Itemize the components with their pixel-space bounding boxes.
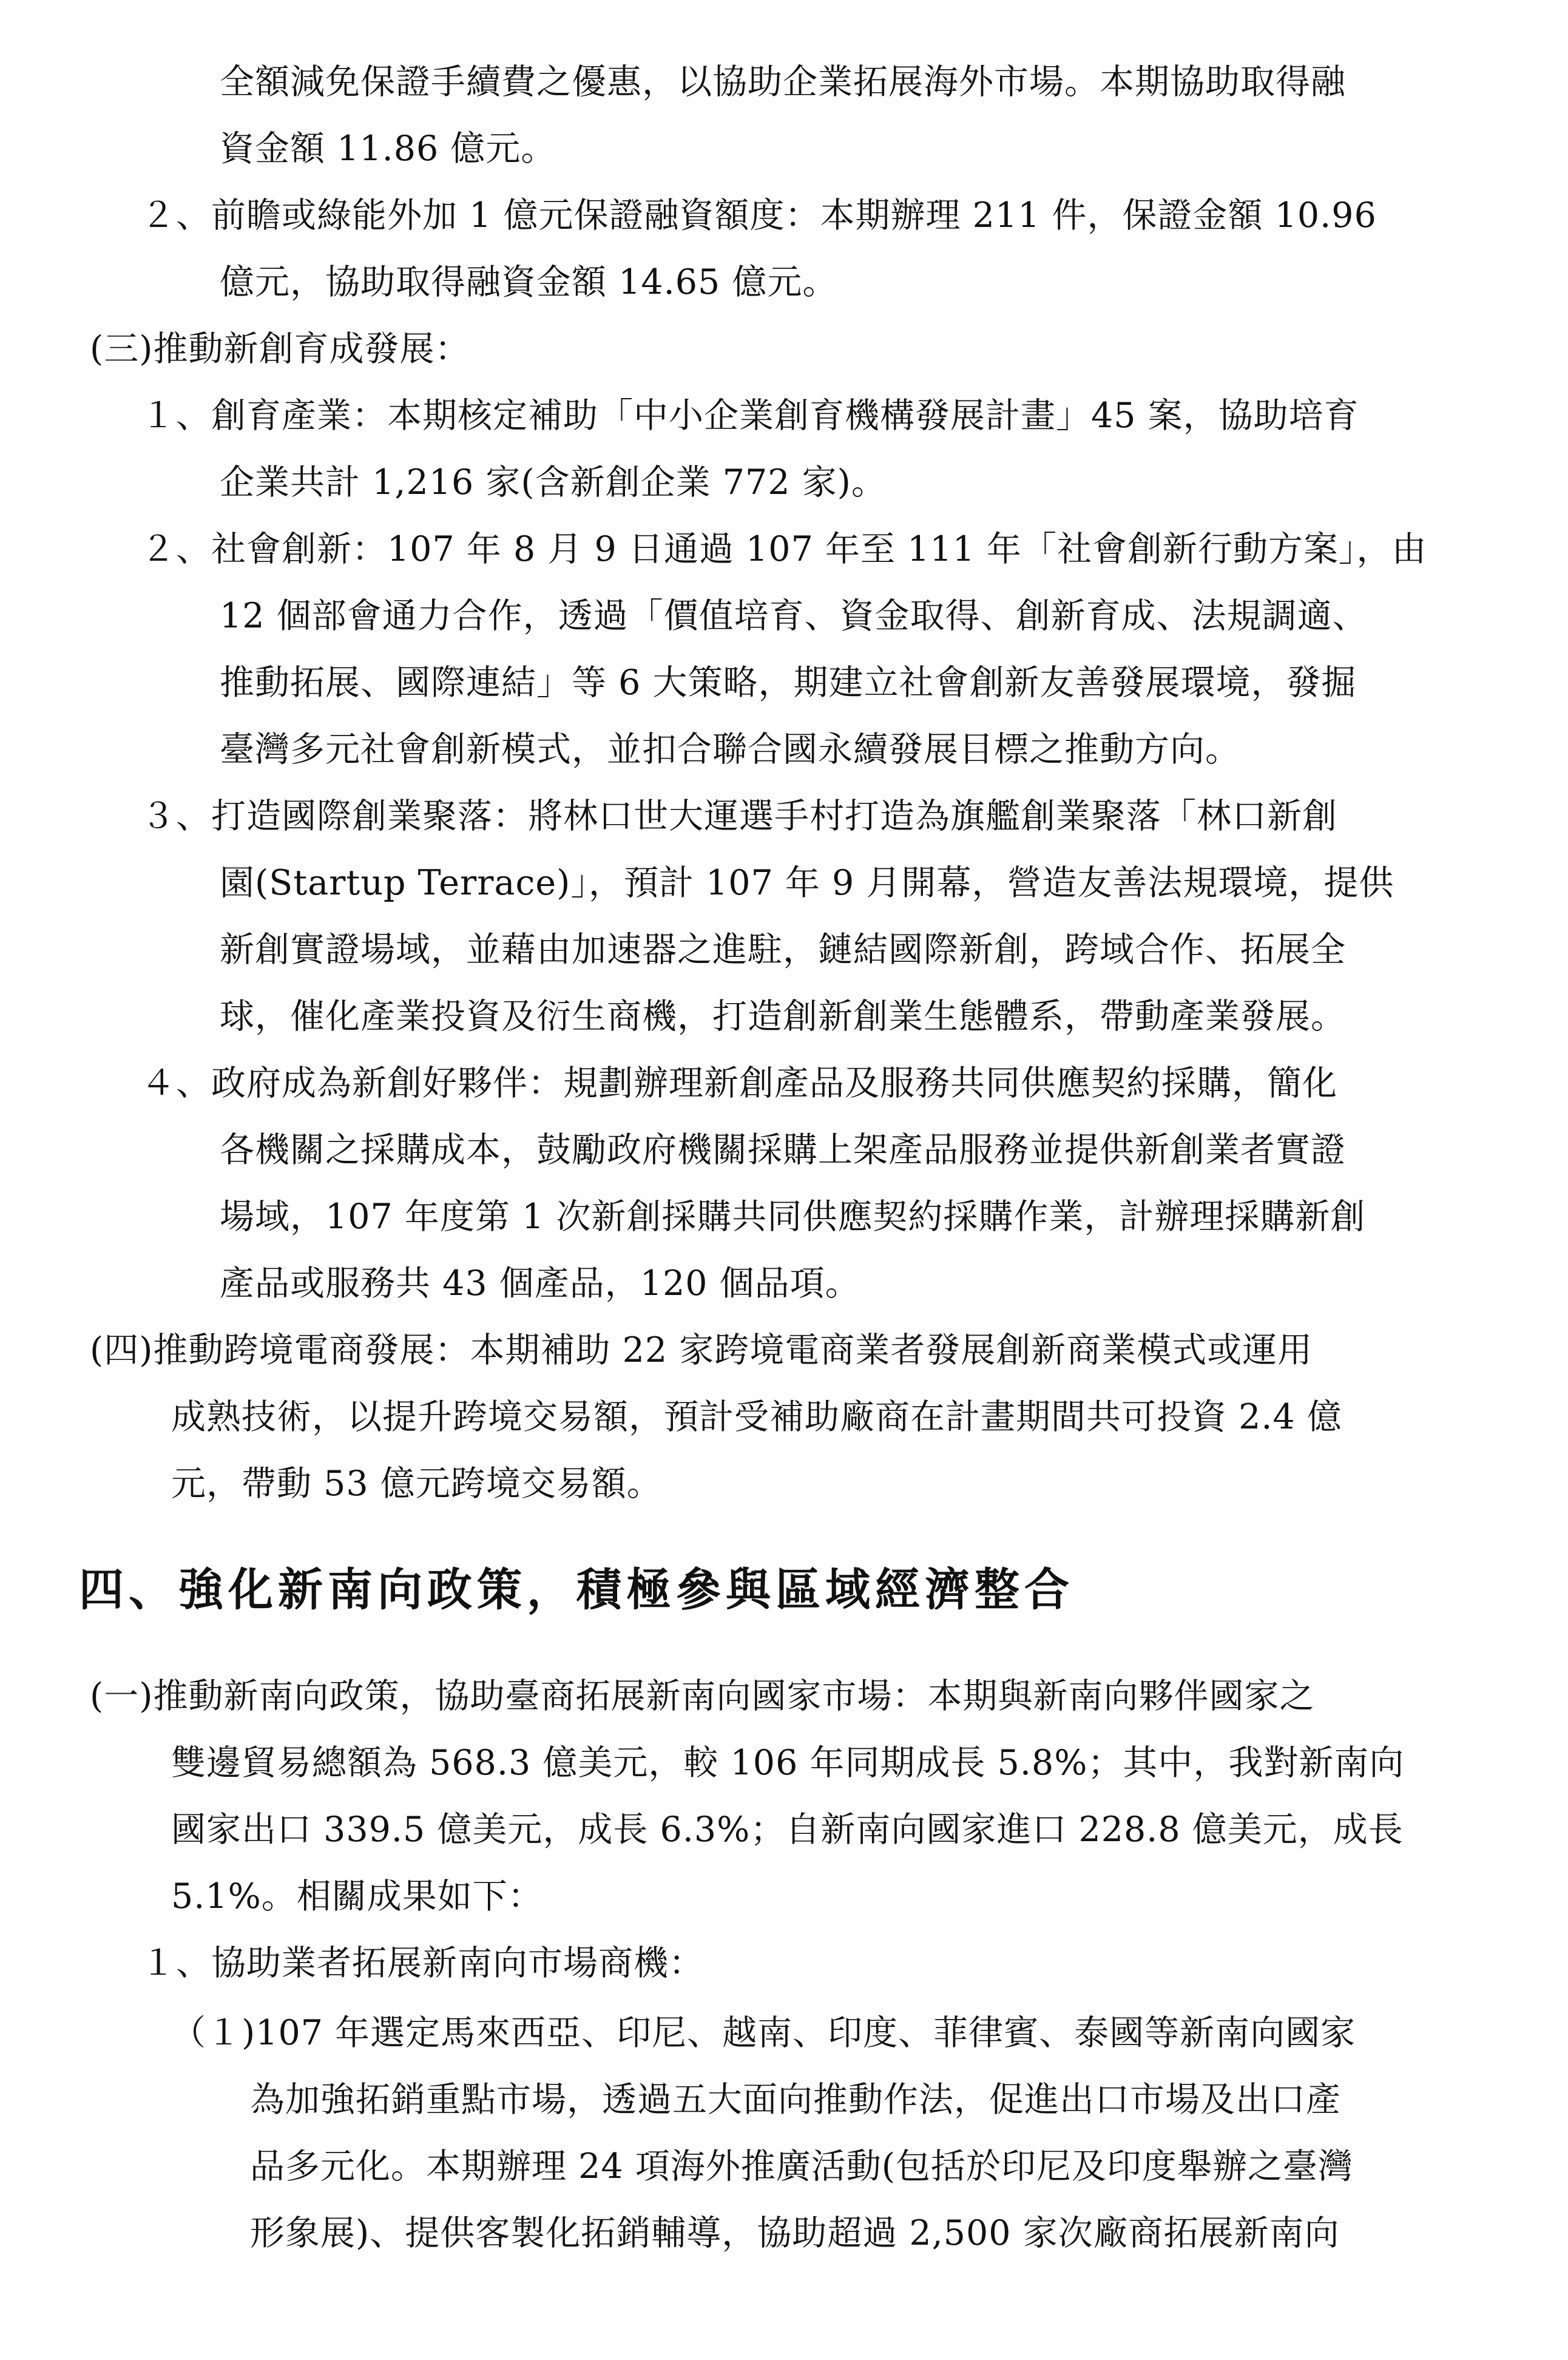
text-line: 雙邊貿易總額為 568.3 億美元，較 106 年同期成長 5.8%；其中，我對新南向: [171, 1743, 1405, 1783]
text-line: 成熟技術，以提升跨境交易額，預計受補助廠商在計畫期間共可投資 2.4 億: [171, 1397, 1342, 1437]
text-line: 形象展)、提供客製化拓銷輔導，協助超過 2,500 家次廠商拓展新南向: [250, 2213, 1340, 2253]
text-line: 12 個部會通力合作，透過「價值培育、資金取得、創新育成、法規調適、: [220, 596, 1368, 636]
text-line: 全額減免保證手續費之優惠，以協助企業拓展海外市場。本期協助取得融: [220, 62, 1346, 102]
section-title-4: (四)推動跨境電商發展：本期補助 22 家跨境電商業者發展創新商業模式或運用: [90, 1330, 1313, 1370]
text-line: 國家出口 339.5 億美元，成長 6.3%；自新南向國家進口 228.8 億美元，成長: [171, 1810, 1404, 1850]
text-line: 園(Startup Terrace)」，預計 107 年 9 月開幕，營造友善法規環境，提供: [220, 863, 1394, 903]
list-item-3-line: ３、打造國際創業聚落：將林口世大運選手村打造為旗艦創業聚落「林口新創: [141, 796, 1337, 836]
text-line: 企業共計 1,216 家(含新創企業 772 家)。: [220, 462, 887, 502]
text-line: 球，催化產業投資及衍生商機，打造創新創業生態體系，帶動產業發展。: [220, 996, 1346, 1036]
text-line: 品多元化。本期辦理 24 項海外推廣活動(包括於印尼及印度舉辦之臺灣: [250, 2146, 1354, 2186]
text-line: 推動拓展、國際連結」等 6 大策略，期建立社會創新友善發展環境，發掘: [220, 663, 1357, 703]
list-item-1-line: １、協助業者拓展新南向市場商機：: [141, 1943, 704, 1983]
text-line: 產品或服務共 43 個產品，120 個品項。: [220, 1263, 860, 1303]
list-item-2-line: ２、前瞻或綠能外加 1 億元保證融資額度：本期辦理 211 件，保證金額 10.96: [141, 195, 1377, 235]
list-item-1-line: １、創育產業：本期核定補助「中小企業創育機構發展計畫」45 案，協助培育: [141, 396, 1359, 436]
text-line: 元，帶動 53 億元跨境交易額。: [171, 1464, 662, 1504]
text-line: 5.1%。相關成果如下：: [171, 1876, 543, 1916]
list-item-4-line: ４、政府成為新創好夥伴：規劃辦理新創產品及服務共同供應契約採購，簡化: [141, 1063, 1337, 1103]
text-line: 億元，協助取得融資金額 14.65 億元。: [220, 262, 838, 302]
text-line: 新創實證場域，並藉由加速器之進駐，鏈結國際新創，跨域合作、拓展全: [220, 930, 1346, 970]
text-line: 各機關之採購成本，鼓勵政府機關採購上架產品服務並提供新創業者實證: [220, 1130, 1346, 1170]
list-item-2-line: ２、社會創新：107 年 8 月 9 日通過 107 年至 111 年「社會創新行動方案」，由: [141, 529, 1427, 569]
text-line: 為加強拓銷重點市場，透過五大面向推動作法，促進出口市場及出口產: [250, 2080, 1341, 2120]
text-line: 場域，107 年度第 1 次新創採購共同供應契約採購作業，計辦理採購新創: [220, 1197, 1366, 1237]
chapter-heading: 四、強化新南向政策，積極參與區域經濟整合: [79, 1564, 1074, 1616]
text-line: 臺灣多元社會創新模式，並扣合聯合國永續發展目標之推動方向。: [220, 729, 1240, 769]
sub-item-1-line: （１)107 年選定馬來西亞、印尼、越南、印度、菲律賓、泰國等新南向國家: [171, 2013, 1356, 2053]
section-title-3: (三)推動新創育成發展：: [90, 329, 470, 369]
text-line: 資金額 11.86 億元。: [220, 129, 556, 169]
section-title-1: (一)推動新南向政策，協助臺商拓展新南向國家市場：本期與新南向夥伴國家之: [90, 1676, 1315, 1716]
